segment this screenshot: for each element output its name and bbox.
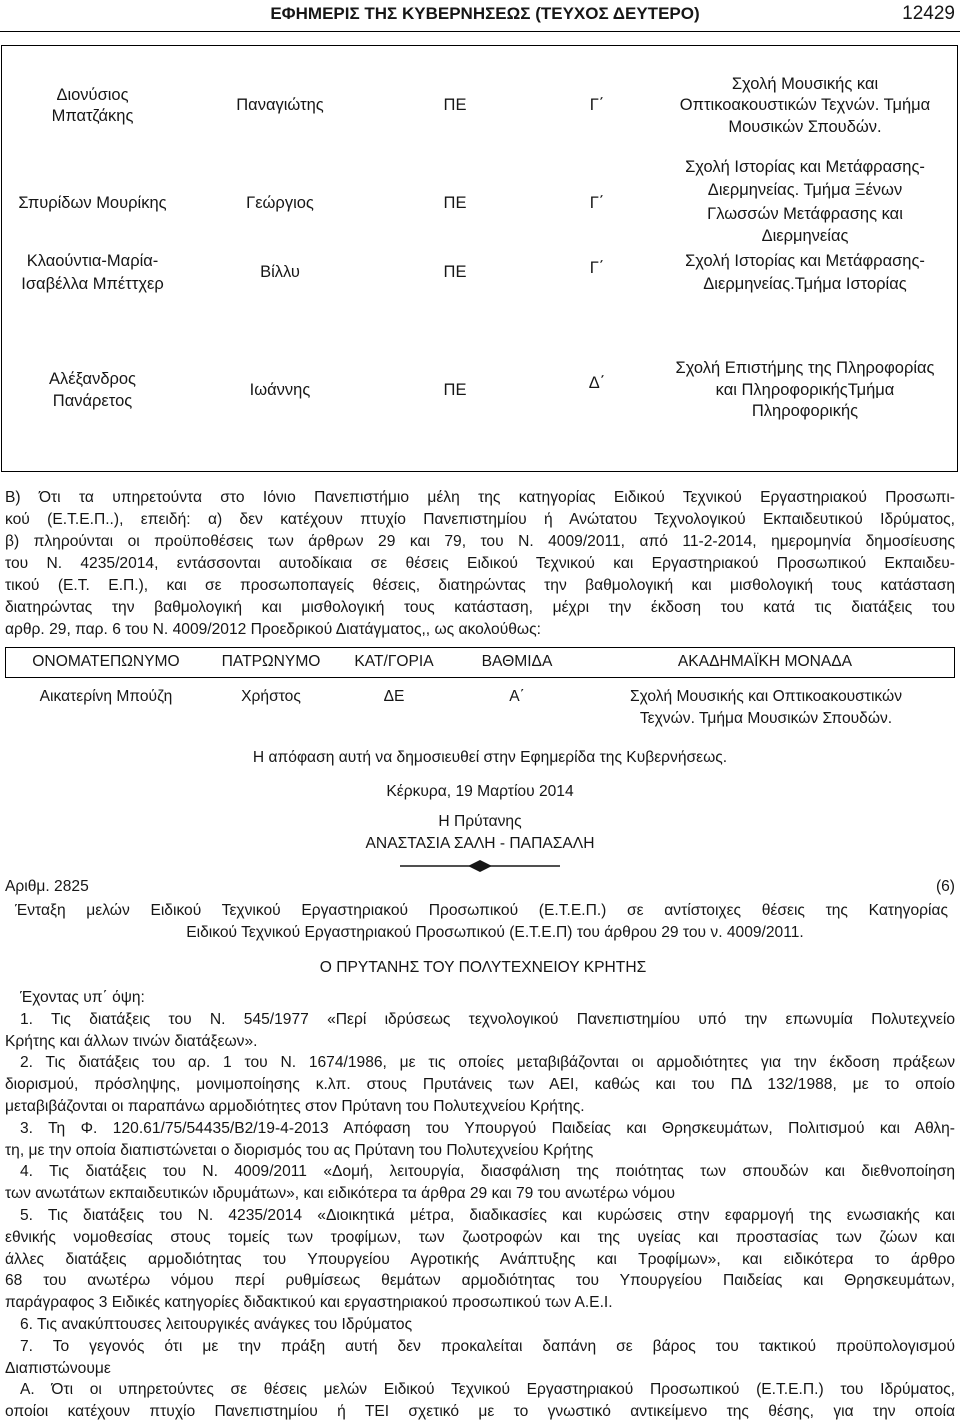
- paragraph-line: κού (Ε.Τ.Ε.Π..), επειδή: α) δεν κατέχουν πτυχίο Πανεπιστημίου ή Ανώτατου Τεχνολογικού Εκπαιδευτικού Ιδρύματος,: [5, 511, 955, 528]
- table-cell-patronym: Παναγιώτης: [236, 96, 324, 114]
- table-cell-unit: Σχολή Ιστορίας και Μετάφρασης-: [685, 158, 925, 176]
- table-cell-name: Κλαούντια-Μαρία-: [26, 252, 159, 270]
- body-line: 7. Το γεγονός ότι με την πράξη αυτή δεν προκαλείται δαπάνη σε βάρος του τακτικού προϋπολογισμού: [20, 1338, 955, 1355]
- column-header-name: ΟΝΟΜΑΤΕΠΩΝΥΜΟ: [32, 653, 180, 670]
- decision-title-line: Ένταξη μελών Ειδικού Τεχνικού Εργαστηριακού Προσωπικού (Ε.Τ.Ε.Π.) σε αντίστοιχες θέσεις της Κατηγορίας: [15, 902, 948, 919]
- body-line: 5. Τις διατάξεις του Ν. 4235/2014 «Διοικητικά μέτρα, διαδικασίες και κυρώσεις στην εφαρμογή της ενωσιακής και: [20, 1207, 955, 1224]
- table-cell-unit: Σχολή Μουσικής και Οπτικοακουστικών: [629, 688, 903, 705]
- column-header-academic-unit: ΑΚΑΔΗΜΑΪΚΗ ΜΟΝΑΔΑ: [677, 653, 853, 670]
- body-line: 1. Τις διατάξεις του Ν. 545/1977 «Περί ιδρύσεως τεχνολογικού Πανεπιστημίου υπό την επωνυμία Πολυτεχνείο: [20, 1011, 955, 1028]
- body-line: 2. Τις διατάξεις του αρ. 1 του Ν. 1674/1986, με τις οποίες μεταβιβάζονται οι αρμοδιότητες για την έκδοση πράξεων: [20, 1054, 955, 1071]
- body-line: Κρήτης και άλλων τινών διατάξεων».: [5, 1033, 258, 1050]
- table-cell-grade: Γ΄: [589, 259, 605, 277]
- decision-sequence: (6): [935, 878, 955, 895]
- gazette-title: ΕΦΗΜΕΡΙΣ ΤΗΣ ΚΥΒΕΡΝΗΣΕΩΣ (ΤΕΥΧΟΣ ΔΕΥΤΕΡΟ): [270, 4, 700, 23]
- decision-title-line: Ειδικού Τεχνικού Εργαστηριακού Προσωπικού (Ε.Τ.Ε.Π) του άρθρου 29 του ν. 4009/2011.: [186, 924, 804, 941]
- table-cell-name: Ισαβέλλα Μπέττχερ: [21, 275, 164, 293]
- table-cell-unit: Τεχνών. Τμήμα Μουσικών Σπουδών.: [639, 710, 893, 727]
- place-date: Κέρκυρα, 19 Μαρτίου 2014: [386, 783, 574, 800]
- body-line: μεταβιβάζονται οι παραπάνω αρμοδιότητες στον Πρύτανη του Πολυτεχνείου Κρήτης.: [5, 1098, 585, 1115]
- body-line: 4. Τις διατάξεις του Ν. 4009/2011 «Δομή, λειτουργία, διασφάλιση της ποιότητας των σπουδών και διεθνοποίηση: [20, 1163, 955, 1180]
- column-header-patronym: ΠΑΤΡΩΝΥΜΟ: [221, 653, 321, 670]
- column-header-category: ΚΑΤ/ΓΟΡΙΑ: [354, 653, 434, 670]
- table-cell-grade: Γ΄: [589, 96, 605, 114]
- body-line: τη, με την οποία διαπιστώνεται ο διορισμός του ας Πρύτανη του Πολυτεχνείου Κρήτης: [5, 1142, 594, 1159]
- table-cell-grade: Γ΄: [589, 194, 605, 212]
- table-cell-unit: Διερμηνείας. Τμήμα Ξένων: [707, 181, 903, 199]
- paragraph-line: διατηρώντας την βαθμολογική και μισθολογική τους κατάσταση, μέχρι την έκδοση του κατά τις διατάξεις του: [5, 599, 955, 616]
- paragraph-line: τικού (Ε.Τ. Ε.Π.), και σε προσωποπαγείς θέσεις, διατηρώντας την βαθμολογική και μισθολογική τους κατάσταση: [5, 577, 955, 594]
- paragraph-line: Β) Ότι τα υπηρετούντα στο Ιόνιο Πανεπιστήμιο μέλη της κατηγορίας Ειδικού Τεχνικού Εργαστηριακού Προσωπι-: [5, 489, 955, 506]
- body-line: Διαπιστώνουμε: [5, 1360, 111, 1377]
- body-line: 6. Τις ανακύπτουσες λειτουργικές ανάγκες του Ιδρύματος: [20, 1316, 413, 1333]
- table-cell-grade: Α΄: [509, 688, 525, 705]
- body-line: των ανωτάτων εκπαιδευτικών ιδρυμάτων», και ειδικότερα τα άρθρα 29 και 79 του ανωτέρω νόμου: [5, 1185, 676, 1202]
- table-cell-patronym: Χρήστος: [241, 688, 301, 705]
- decision-number: Αριθμ. 2825: [5, 878, 89, 895]
- table-cell-name: Σπυρίδων Μουρίκης: [18, 194, 167, 212]
- table-cell-unit: Πληροφορικής: [751, 402, 859, 420]
- body-line: Α. Ότι οι υπηρετούντες σε θέσεις μελών Ειδικού Τεχνικού Εργαστηριακού Προσωπικού (Ε.Τ.Ε.Π.) του Ιδρύματος,: [20, 1381, 955, 1398]
- header-rule: [0, 31, 960, 32]
- table-cell-category: ΠΕ: [443, 96, 467, 114]
- table-cell-unit: Γλωσσών Μετάφρασης και: [707, 205, 903, 223]
- separator-ornament: [400, 859, 560, 873]
- table-cell-patronym: Γεώργιος: [246, 194, 314, 212]
- table-cell-category: ΔΕ: [383, 688, 405, 705]
- table-cell-unit: Σχολή Μουσικής και: [731, 75, 879, 93]
- table-cell-category: ΠΕ: [443, 381, 467, 399]
- table-cell-name: Διονύσιος: [56, 86, 129, 104]
- table-cell-name: Μπατζάκης: [51, 107, 134, 125]
- body-line: 68 του ανωτέρω νόμου περί ρυθμίσεως θεμάτων αρμοδιότητας του Υπουργείου Παιδείας και Θρησκευμάτων,: [5, 1272, 955, 1289]
- body-line: άλλες διατάξεις αρμοδιότητας του Υπουργείου Αγροτικής Ανάπτυξης και Τροφίμων», και ειδικότερα το άρθρο: [5, 1251, 955, 1268]
- body-line: εθνικής νομοθεσίας στους τομείς των τροφίμων, των ζωοτροφών και της υγείας και προστασίας των ζώων και: [5, 1229, 955, 1246]
- table-cell-name: Αλέξανδρος: [48, 370, 137, 388]
- table-cell-name: Αικατερίνη Μπούζη: [39, 688, 173, 705]
- table-cell-unit: Σχολή Ιστορίας και Μετάφρασης-: [685, 252, 925, 270]
- paragraph-line: β) πληρούνται οι προϋποθέσεις των άρθρων 29 και 79, του Ν. 4009/2011, από 11-2-2014, ημερομηνία δημοσίευσης: [5, 533, 955, 550]
- page-number: 12429: [902, 3, 955, 24]
- body-line: διορισμού, πρόσληψης, μονιμοποίησης κ.λπ. στους Πρυτάνεις των ΑΕΙ, καθώς και του ΠΔ 132/1988, με το οποίο: [5, 1076, 955, 1093]
- table-cell-patronym: Ιωάννης: [249, 381, 311, 399]
- column-header-grade: ΒΑΘΜΙΔΑ: [481, 653, 553, 670]
- publication-order: Η απόφαση αυτή να δημοσιευθεί στην Εφημερίδα της Κυβερνήσεως.: [252, 749, 728, 766]
- table-cell-name: Πανάρετος: [52, 392, 133, 410]
- body-line: οποίοι κατέχουν πτυχίο Πανεπιστημίου ή ΤΕΙ σχετικό με το γνωστικό αντικείμενο της θέσης, για την οποία: [5, 1403, 955, 1420]
- table-cell-patronym: Βίλλυ: [260, 263, 300, 281]
- body-line: Έχοντας υπ΄ όψη:: [20, 989, 145, 1006]
- table-cell-unit: Οπτικοακουστικών Τεχνών. Τμήμα: [679, 96, 931, 114]
- table-cell-category: ΠΕ: [443, 263, 467, 281]
- signatory-title: Η Πρύτανης: [438, 813, 522, 830]
- issuing-authority: Ο ΠΡΥΤΑΝΗΣ ΤΟΥ ΠΟΛΥΤΕΧΝΕΙΟΥ ΚΡΗΤΗΣ: [319, 959, 647, 976]
- table-cell-unit: Μουσικών Σπουδών.: [728, 118, 882, 136]
- body-line: παράγραφος 3 Ειδικές κατηγορίες διδακτικού και εργαστηριακού προσωπικού των Α.Ε.Ι.: [5, 1294, 613, 1311]
- signatory-name: ΑΝΑΣΤΑΣΙΑ ΣΑΛΗ - ΠΑΠΑΣΑΛΗ: [365, 835, 595, 852]
- table-cell-unit: Σχολή Επιστήμης της Πληροφορίας: [675, 359, 935, 377]
- table-cell-grade: Δ΄: [588, 374, 606, 392]
- table-cell-category: ΠΕ: [443, 194, 467, 212]
- paragraph-line: αρθρ. 29, παρ. 6 του Ν. 4009/2012 Προεδρικού Διατάγματος,, ως ακολούθως:: [5, 621, 541, 638]
- table-cell-unit: Διερμηνείας.Τμήμα Ιστορίας: [703, 275, 907, 293]
- paragraph-line: του Ν. 4235/2014, εντάσσονται αυτοδίκαια σε θέσεις Ειδικού Τεχνικού και Εργαστηριακού Προσωπικού Εκπαιδευ-: [5, 555, 955, 572]
- body-line: 3. Τη Φ. 120.61/75/54435/Β2/19-4-2013 Απόφαση του Υπουργού Παιδείας και Θρησκευμάτων, Πολιτισμού και Αθλη-: [20, 1120, 955, 1137]
- table-cell-unit: Διερμηνείας: [761, 227, 849, 245]
- table-cell-unit: και ΠληροφορικήςΤμήμα: [715, 381, 895, 399]
